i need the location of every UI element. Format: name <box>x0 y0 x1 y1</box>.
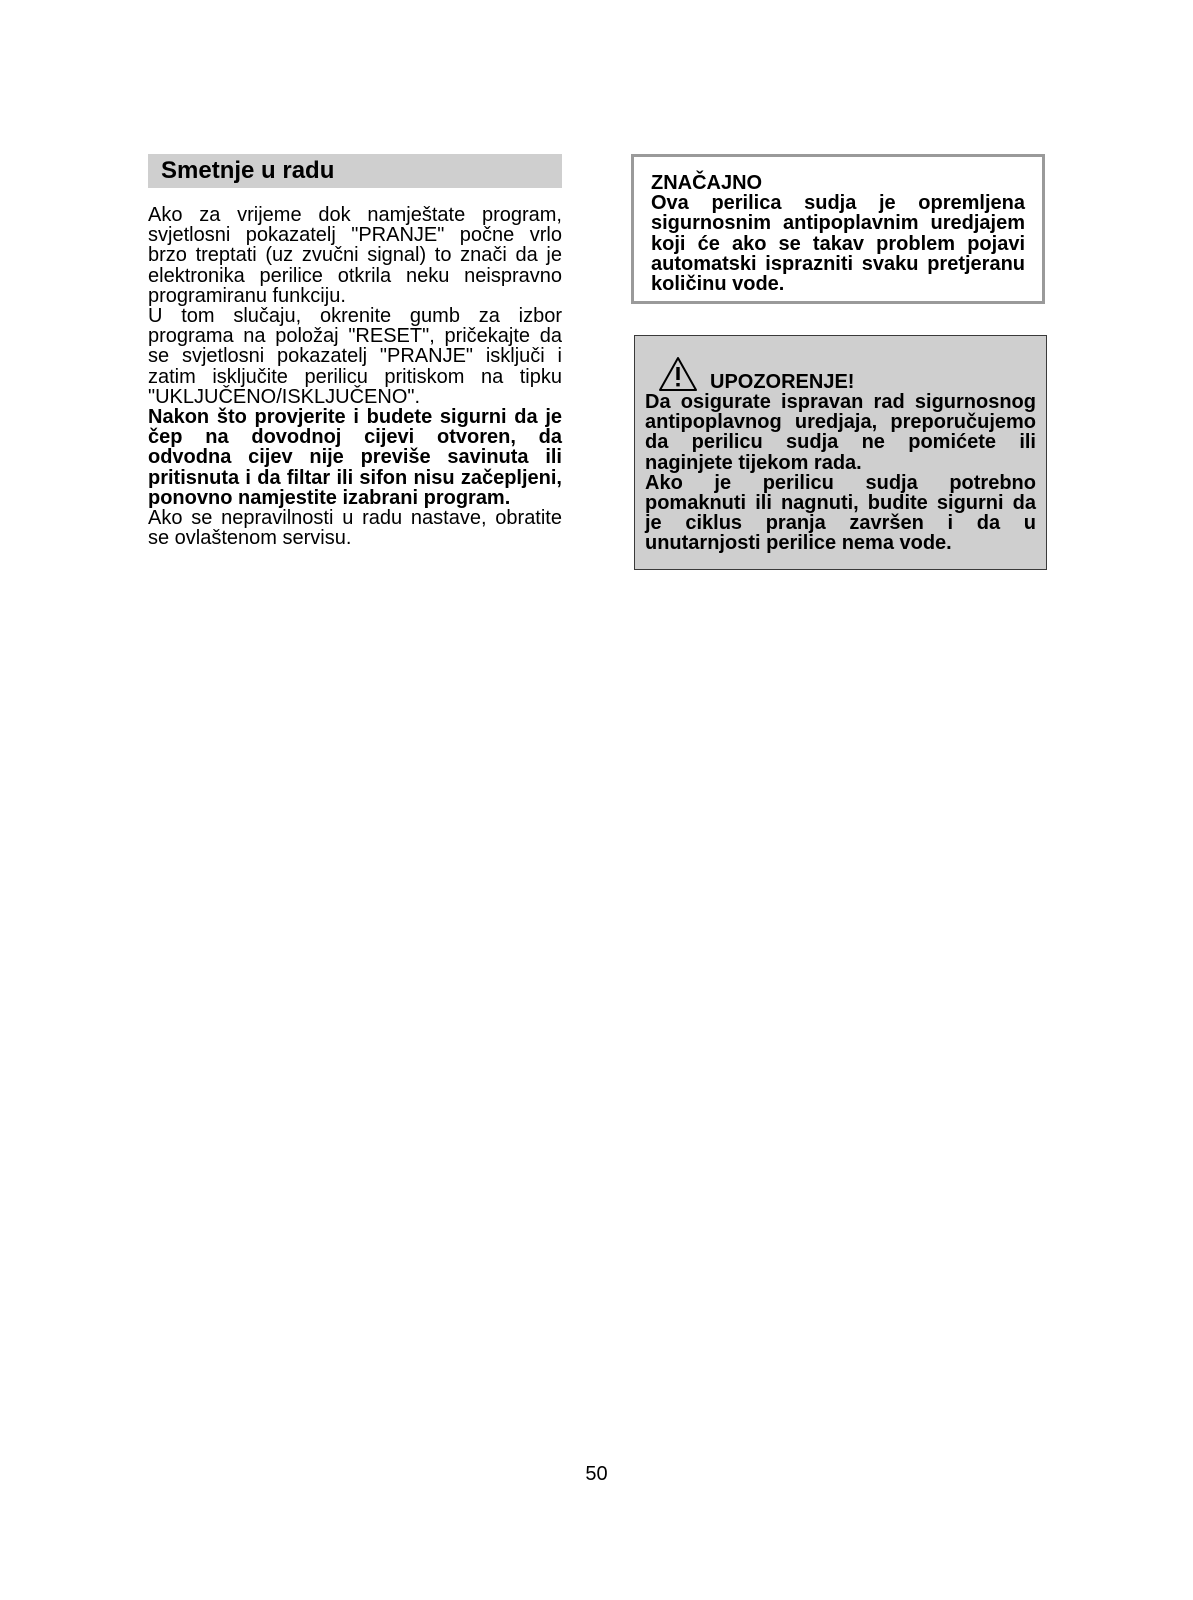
important-heading: ZNAČAJNO <box>651 172 763 194</box>
section-title: Smetnje u radu <box>148 154 562 188</box>
page-number: 50 <box>585 1463 608 1485</box>
warning-header <box>658 356 1036 392</box>
important-box <box>631 154 1045 304</box>
left-column <box>148 154 562 548</box>
paragraph-error-indicator: Ako za vrijeme dok namještate program, svjetlosni pokazatelj "PRANJE" počne vrlo brzo treptati (uz zvučni signal) to znači da je elektronika perilice otkrila neku neispravno programiranu funkciju. <box>148 204 562 307</box>
warning-box <box>634 335 1047 570</box>
paragraph-reset-instructions: U tom slučaju, okrenite gumb za izbor programa na položaj "RESET", pričekajte da se svjetlosni pokazatelj "PRANJE" isključi i zatim isključite perilicu pritiskom na tipku "UKLJUČENO/ISKLJUČENO". <box>148 305 562 408</box>
important-body: Ova perilica sudja je opremljena sigurnosnim antipoplavnim uredjajem koji će ako se takav problem pojavi automatski isprazniti svaku pretjeranu količinu vode. <box>651 192 1025 296</box>
paragraph-contact-service: Ako se nepravilnosti u radu nastave, obratite se ovlaštenom servisu. <box>148 507 562 550</box>
warning-heading: UPOZORENJE! <box>710 371 855 393</box>
warning-paragraph-moving: Ako je perilicu sudja potrebno pomaknuti ili nagnuti, budite sigurni da je ciklus pranja završen i da u unutarnjosti perilice nema vode. <box>645 471 1036 555</box>
paragraph-check-hoses: Nakon što provjerite i budete sigurni da je čep na dovodnoj cijevi otvoren, da odvodna cijev nije previše savinuta ili pritisnuta i da filtar ili sifon nisu začepljeni, ponovno namjestite izabrani program. <box>148 406 562 509</box>
warning-paragraph-usage: Da osigurate ispravan rad sigurnosnog antipoplavnog uredjaja, preporučujemo da perilicu sudja ne pomićete ili naginjete tijekom rada. <box>645 391 1036 474</box>
section-body <box>148 205 562 548</box>
warning-triangle-icon <box>658 356 698 392</box>
